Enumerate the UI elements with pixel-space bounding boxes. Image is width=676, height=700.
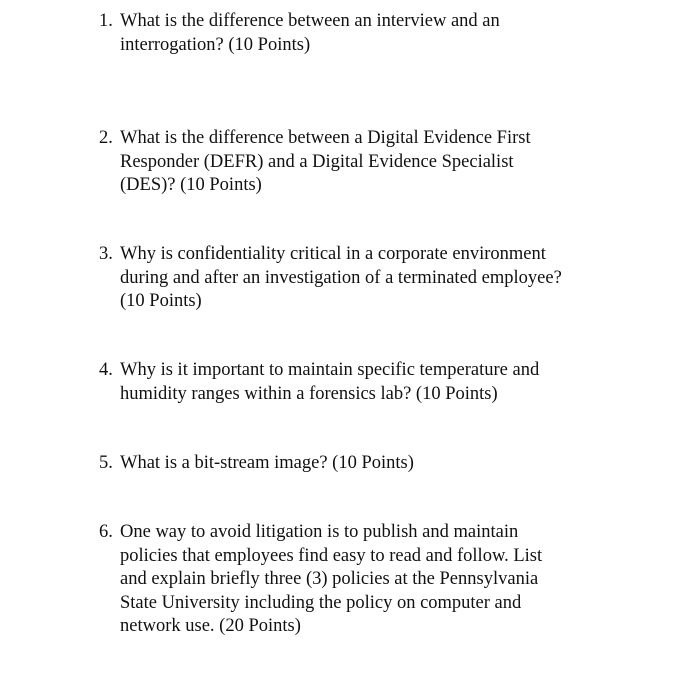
question-line: (DES)? (10 Points)	[120, 175, 262, 195]
question-6	[99, 521, 619, 639]
question-line: Why is confidentiality critical in a corporate environment	[120, 244, 546, 264]
question-line: and explain briefly three (3) policies at the Pennsylvania	[120, 569, 539, 589]
question-line: What is a bit-stream image? (10 Points)	[120, 453, 414, 473]
question-text	[120, 521, 619, 639]
question-5	[99, 452, 619, 476]
question-number: 1.	[99, 11, 113, 31]
question-line: network use. (20 Points)	[120, 616, 301, 636]
question-line: State University including the policy on computer and	[120, 592, 522, 613]
question-line: Responder (DEFR) and a Digital Evidence Specialist	[120, 151, 514, 172]
question-number: 6.	[99, 522, 113, 542]
question-line: interrogation? (10 Points)	[120, 34, 311, 55]
question-1	[99, 10, 619, 57]
question-text	[120, 359, 619, 406]
question-line: What is the difference between a Digital Evidence First	[120, 128, 531, 148]
question-number: 5.	[99, 453, 113, 473]
question-number: 2.	[99, 128, 113, 148]
question-text	[120, 127, 619, 198]
question-text	[120, 243, 619, 314]
question-line: humidity ranges within a forensics lab? (10 Points)	[120, 383, 498, 404]
question-line: during and after an investigation of a terminated employee?	[120, 267, 562, 288]
question-line: Why is it important to maintain specific temperature and	[120, 360, 540, 380]
question-text	[120, 452, 619, 476]
question-4	[99, 359, 619, 406]
question-text	[120, 10, 619, 57]
question-line: One way to avoid litigation is to publish and maintain	[120, 522, 519, 542]
question-line: (10 Points)	[120, 291, 202, 311]
question-3	[99, 243, 619, 314]
question-2	[99, 127, 619, 198]
question-number: 4.	[99, 360, 113, 380]
question-line: What is the difference between an interview and an	[120, 11, 500, 31]
question-number: 3.	[99, 244, 113, 264]
question-line: policies that employees find easy to read and follow. List	[120, 545, 543, 566]
